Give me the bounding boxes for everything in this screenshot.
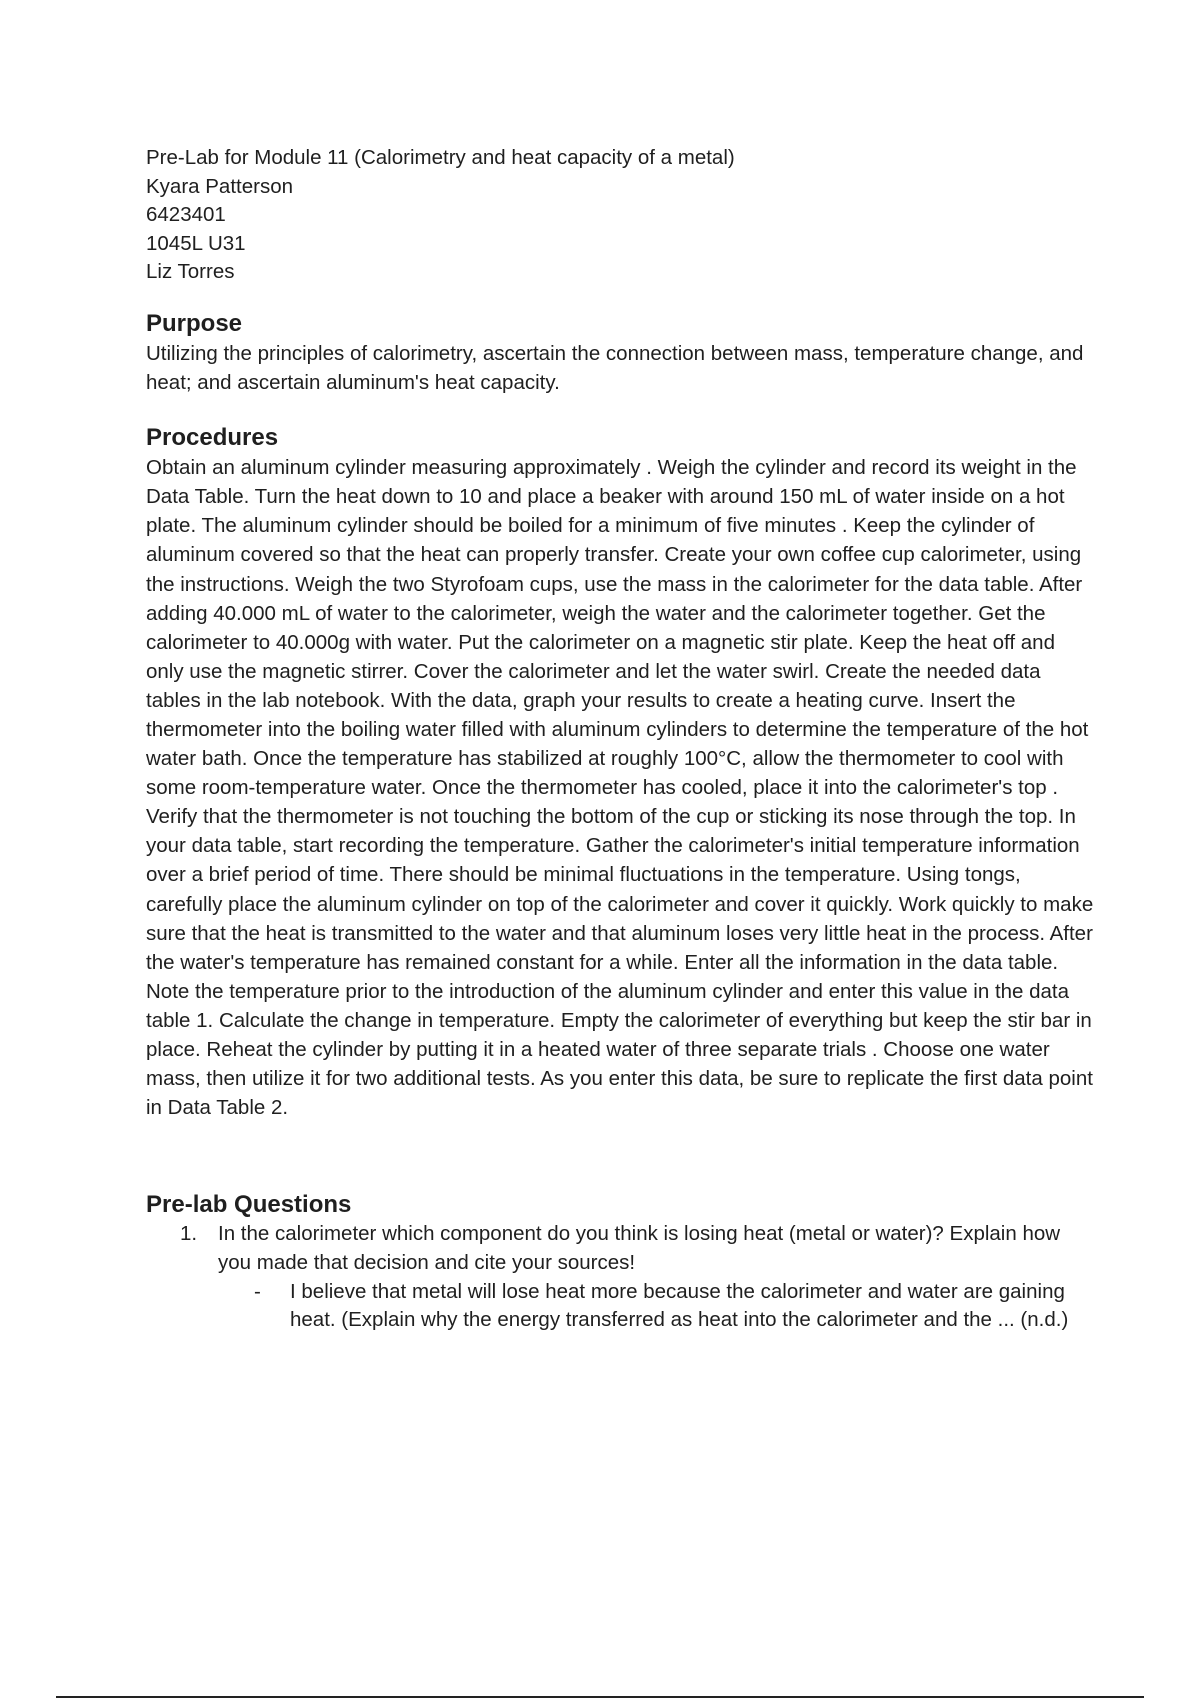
dash-bullet: - xyxy=(254,1279,261,1303)
document-page xyxy=(146,144,1096,1335)
document-header xyxy=(146,144,1096,287)
procedures-heading: Procedures xyxy=(146,424,279,452)
purpose-text: Utilizing the principles of calorimetry, ascertain the connection between mass, temperature change, and heat; and ascertain aluminum's heat capacity. xyxy=(146,341,1084,395)
question-text: In the calorimeter which component do you think is losing heat (metal or water)? Explain how you made that decision and cite your sources! xyxy=(218,1222,1061,1274)
answer-text: I believe that metal will lose heat more because the calorimeter and water are gaining heat. (Explain why the energy transferred as heat into the calorimeter and the ... (n.d.) xyxy=(290,1279,1069,1332)
procedures-section xyxy=(146,423,1096,1122)
student-name: Kyara Patterson xyxy=(146,174,293,198)
question-item xyxy=(146,1220,1096,1334)
purpose-section xyxy=(146,309,1096,397)
prelab-heading: Pre-lab Questions xyxy=(146,1191,352,1219)
purpose-heading: Purpose xyxy=(146,309,243,337)
prelab-section xyxy=(146,1190,1096,1334)
answer-item xyxy=(218,1278,1096,1335)
student-id: 6423401 xyxy=(146,203,226,227)
question-number: 1. xyxy=(180,1222,198,1246)
page-bottom-rule xyxy=(56,1696,1144,1698)
course-section: 1045L U31 xyxy=(146,231,246,255)
instructor-name: Liz Torres xyxy=(146,260,235,284)
answer-list xyxy=(218,1278,1096,1335)
document-title: Pre-Lab for Module 11 (Calorimetry and heat capacity of a metal) xyxy=(146,146,735,169)
procedures-text: Obtain an aluminum cylinder measuring approximately . Weigh the cylinder and record its weight in the Data Table. Turn the heat down to 10 and place a beaker with around 150 mL of water inside on a hot plate. The aluminum cylinder should be boiled for a minimum of five minutes . Keep the cylinder of aluminum covered so that the heat can properly transfer. Create your own coffee cup calorimeter, using the instructions. Weigh the two Styrofoam cups, use the mass in the calorimeter for the data table. After adding 40.000 mL of water to the calorimeter, weigh the water and the calorimeter together. Get the calorimeter to 40.000g with water. Put the calorimeter on a magnetic stir plate. Keep the heat off and only use the magnetic stirrer. Cover the calorimeter and let the water swirl. Create the needed data tables in the lab notebook. With the data, graph your results to create a heating curve. Insert the thermometer into the boiling water filled with aluminum cylinders to determine the temperature of the hot water bath. Once the temperature has stabilized at roughly 100°C, allow the thermometer to cool with some room-temperature water. Once the thermometer has cooled, place it into the calorimeter's top . Verify that the thermometer is not touching the bottom of the cup or sticking its nose through the top. In your data table, start recording the temperature. Gather the calorimeter's initial temperature information over a brief period of time. There should be minimal fluctuations in the temperature. Using tongs, carefully place the aluminum cylinder on top of the calorimeter and cover it quickly. Work quickly to make sure that the heat is transmitted to the water and that aluminum loses very little heat in the process. After the water's temperature has remained constant for a while. Enter all the information in the data table. Note the temperature prior to the introduction of the aluminum cylinder and enter this value in the data table 1. Calculate the change in temperature. Empty the calorimeter of everything but keep the stir bar in place. Reheat the cylinder by putting it in a heated water of three separate trials . Choose one water mass, then utilize it for two additional tests. As you enter this data, be sure to replicate the first data point in Data Table 2. xyxy=(146,456,1094,1120)
question-list xyxy=(146,1220,1096,1334)
